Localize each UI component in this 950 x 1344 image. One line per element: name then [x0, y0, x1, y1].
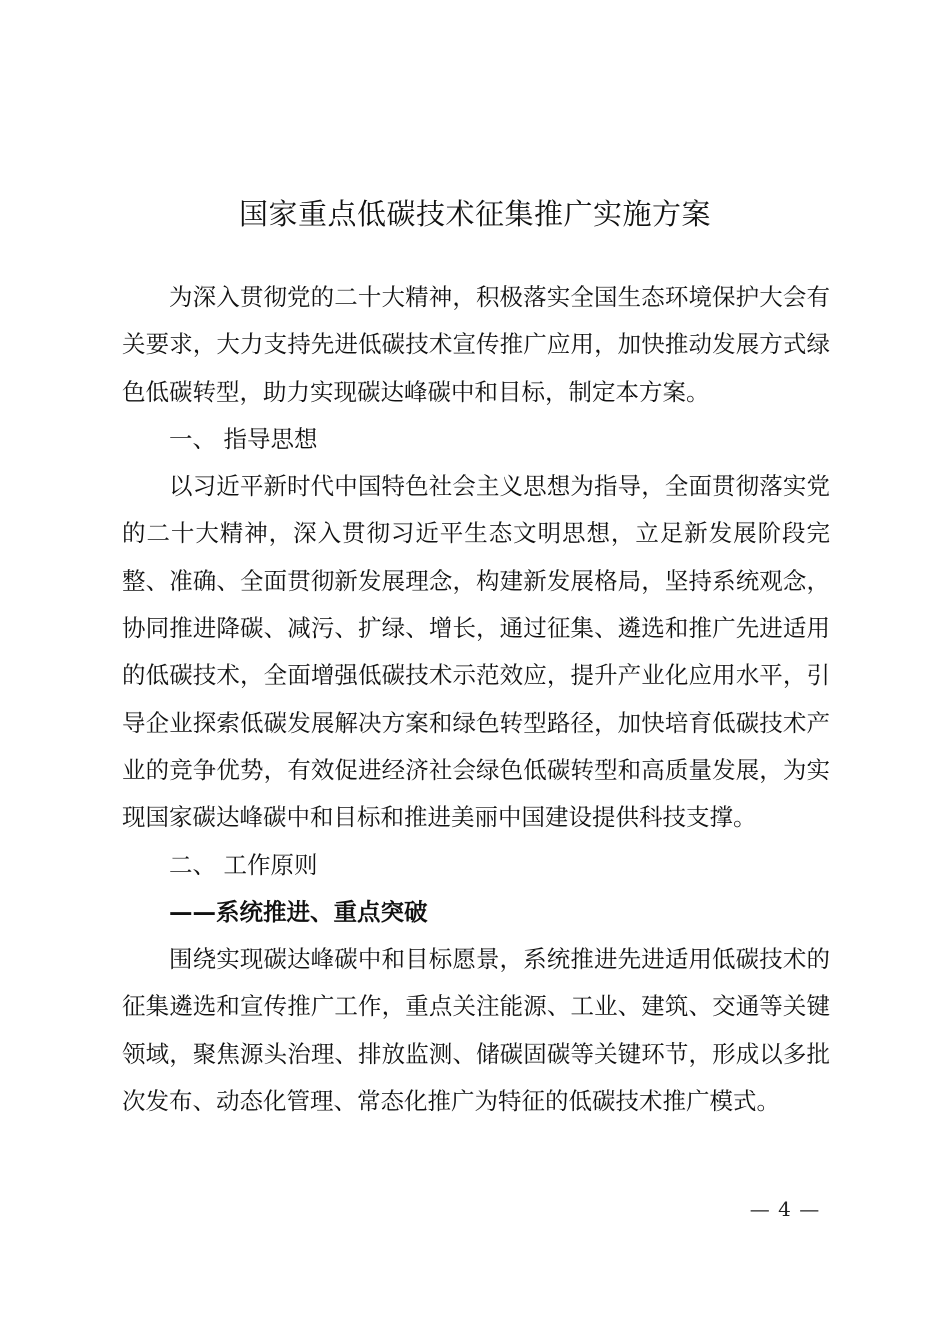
section-heading-guiding-ideology: 一、 指导思想 [169, 424, 318, 453]
section-heading-work-principles: 二、 工作原则 [169, 850, 318, 879]
document-title: 国家重点低碳技术征集推广实施方案 [238, 197, 711, 231]
guiding-ideology-paragraph: 以习近平新时代中国特色社会主义思想为指导，全面贯彻落实党的二十大精神，深入贯彻习近平生态文明思想，立足新发展阶段完整、准确、全面贯彻新发展理念，构建新发展格局，坚持系统观念，协同推进降碳、减污、扩绿、增长，通过征集、遴选和推广先进适用的低碳技术，全面增强低碳技术示范效应，提升产业化应用水平，引导企业探索低碳发展解决方案和绿色转型路径，加快培育低碳技术产业的竞争优势，有效促进经济社会绿色低碳转型和高质量发展，为实现国家碳达峰碳中和目标和推进美丽中国建设提供科技支撑。 [122, 472, 830, 832]
page-number: — 4 — [749, 1197, 821, 1221]
document-body [122, 274, 830, 1125]
intro-paragraph: 为深入贯彻党的二十大精神，积极落实全国生态环境保护大会有关要求，大力支持先进低碳技术宣传推广应用，加快推动发展方式绿色低碳转型，助力实现碳达峰碳中和目标，制定本方案。 [122, 283, 830, 406]
principle-paragraph-systematic: 围绕实现碳达峰碳中和目标愿景，系统推进先进适用低碳技术的征集遴选和宣传推广工作，重点关注能源、工业、建筑、交通等关键领域，聚焦源头治理、排放监测、储碳固碳等关键环节，形成以多批次发布、动态化管理、常态化推广为特征的低碳技术推广模式。 [122, 945, 830, 1116]
principle-heading-systematic: ——系统推进、重点突破 [169, 897, 428, 926]
